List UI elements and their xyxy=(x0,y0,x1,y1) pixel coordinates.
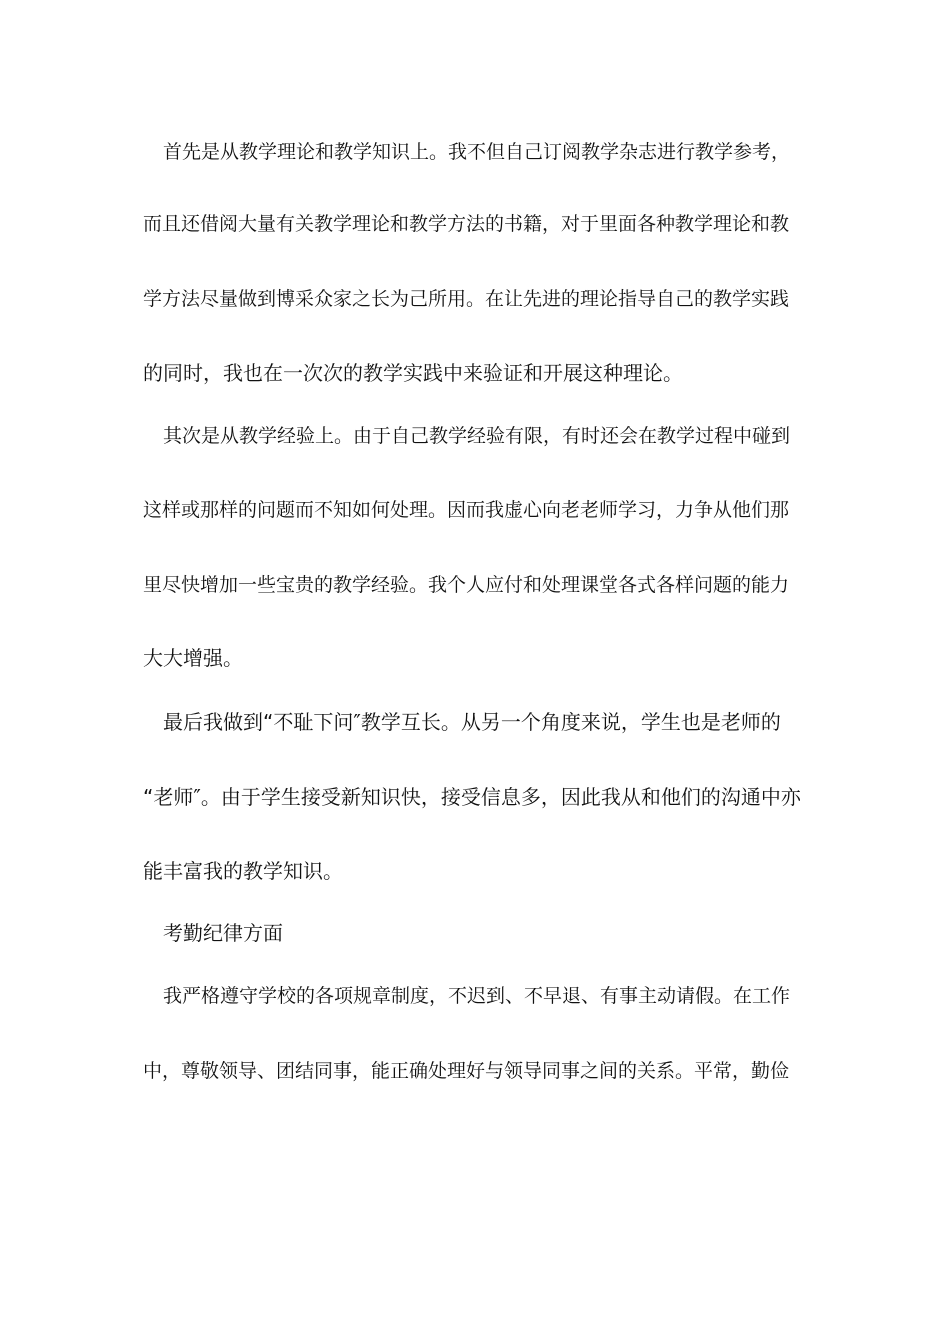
paragraph-line: 中，尊敬领导、团结同事，能正确处理好与领导同事之间的关系。平常，勤俭 xyxy=(143,1060,790,1082)
section-heading: 考勤纪律方面 xyxy=(163,921,283,945)
paragraph-line: 而且还借阅大量有关教学理论和教学方法的书籍，对于里面各种教学理论和教 xyxy=(143,213,790,235)
paragraph-line: “老师″。由于学生接受新知识快，接受信息多，因此我从和他们的沟通中亦 xyxy=(143,785,801,809)
paragraph-line: 首先是从教学理论和教学知识上。我不但自己订阅教学杂志进行教学参考， xyxy=(163,141,791,163)
paragraph-line: 里尽快增加一些宝贵的教学经验。我个人应付和处理课堂各式各样问题的能力 xyxy=(143,574,790,596)
paragraph-line: 其次是从教学经验上。由于自己教学经验有限，有时还会在教学过程中碰到 xyxy=(163,425,791,447)
paragraph-line: 大大增强。 xyxy=(143,646,243,670)
paragraph-line: 能丰富我的教学知识。 xyxy=(143,859,343,883)
paragraph-line: 学方法尽量做到博采众家之长为己所用。在让先进的理论指导自己的教学实践 xyxy=(143,288,790,310)
paragraph-line: 这样或那样的问题而不知如何处理。因而我虚心向老老师学习，力争从他们那 xyxy=(143,499,790,521)
paragraph-line: 我严格遵守学校的各项规章制度，不迟到、不早退、有事主动请假。在工作 xyxy=(163,985,791,1007)
paragraph-line: 的同时，我也在一次次的教学实践中来验证和开展这种理论。 xyxy=(143,361,683,385)
paragraph-line: 最后我做到“不耻下问″教学互长。从另一个角度来说，学生也是老师的 xyxy=(163,710,781,734)
